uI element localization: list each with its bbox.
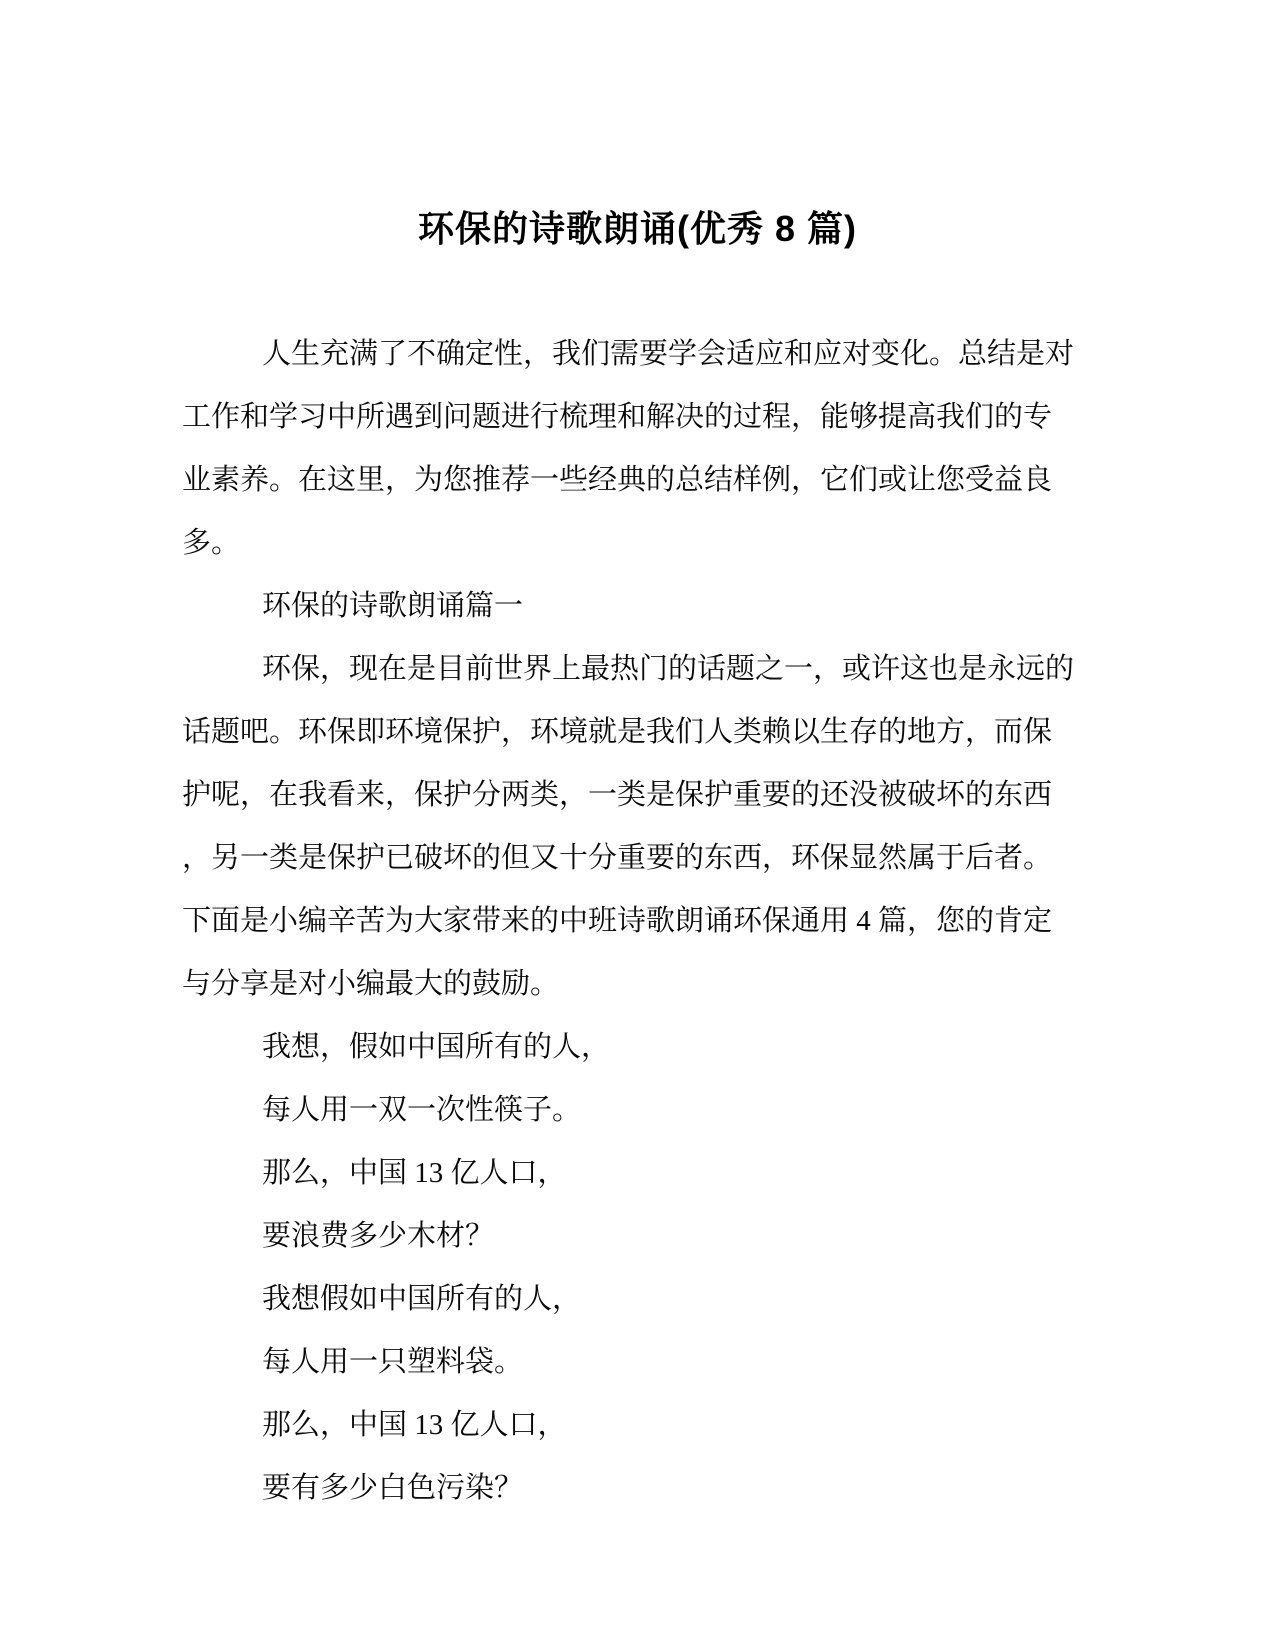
text-line: 我想，假如中国所有的人， — [262, 1031, 611, 1063]
text-line: 要有多少白色污染？ — [262, 1472, 524, 1504]
text-line: 业素养。在这里，为您推荐一些经典的总结样例，它们或让您受益良 — [182, 464, 1053, 496]
text-line: 人生充满了不确定性，我们需要学会适应和应对变化。总结是对 — [262, 338, 1075, 370]
text-line: 环保的诗歌朗诵篇一 — [262, 590, 524, 622]
text-line: 那么，中国 13 亿人口， — [262, 1157, 567, 1189]
page-title: 环保的诗歌朗诵(优秀 8 篇) — [417, 208, 857, 249]
document-body — [182, 323, 1093, 1520]
paragraph — [182, 1205, 1093, 1268]
paragraph — [182, 1079, 1093, 1142]
text-column — [182, 0, 1093, 1520]
text-line: 话题吧。环保即环境保护，环境就是我们人类赖以生存的地方，而保 — [182, 716, 1053, 748]
paragraph — [182, 638, 1093, 1016]
text-line: 护呢，在我看来，保护分两类，一类是保护重要的还没被破坏的东西 — [182, 779, 1053, 811]
paragraph — [182, 1016, 1093, 1079]
text-line: 与分享是对小编最大的鼓励。 — [182, 968, 560, 1000]
paragraph — [182, 1331, 1093, 1394]
paragraph — [182, 323, 1093, 575]
text-line: 我想假如中国所有的人， — [262, 1283, 582, 1315]
paragraph — [182, 1457, 1093, 1520]
text-line: 要浪费多少木材？ — [262, 1220, 495, 1252]
text-line: ，另一类是保护已破坏的但又十分重要的东西，环保显然属于后者。 — [182, 842, 1053, 874]
text-line: 每人用一只塑料袋。 — [262, 1346, 524, 1378]
paragraph — [182, 1268, 1093, 1331]
text-line: 那么，中国 13 亿人口， — [262, 1409, 567, 1441]
text-line: 下面是小编辛苦为大家带来的中班诗歌朗诵环保通用 4 篇，您的肯定 — [182, 905, 1053, 937]
paragraph — [182, 575, 1093, 638]
text-line: 每人用一双一次性筷子。 — [262, 1094, 582, 1126]
text-line: 多。 — [182, 527, 241, 559]
text-line: 工作和学习中所遇到问题进行梳理和解决的过程，能够提高我们的专 — [182, 401, 1053, 433]
text-line: 环保，现在是目前世界上最热门的话题之一，或许这也是永远的 — [262, 653, 1075, 685]
paragraph — [182, 1394, 1093, 1457]
paragraph — [182, 1142, 1093, 1205]
